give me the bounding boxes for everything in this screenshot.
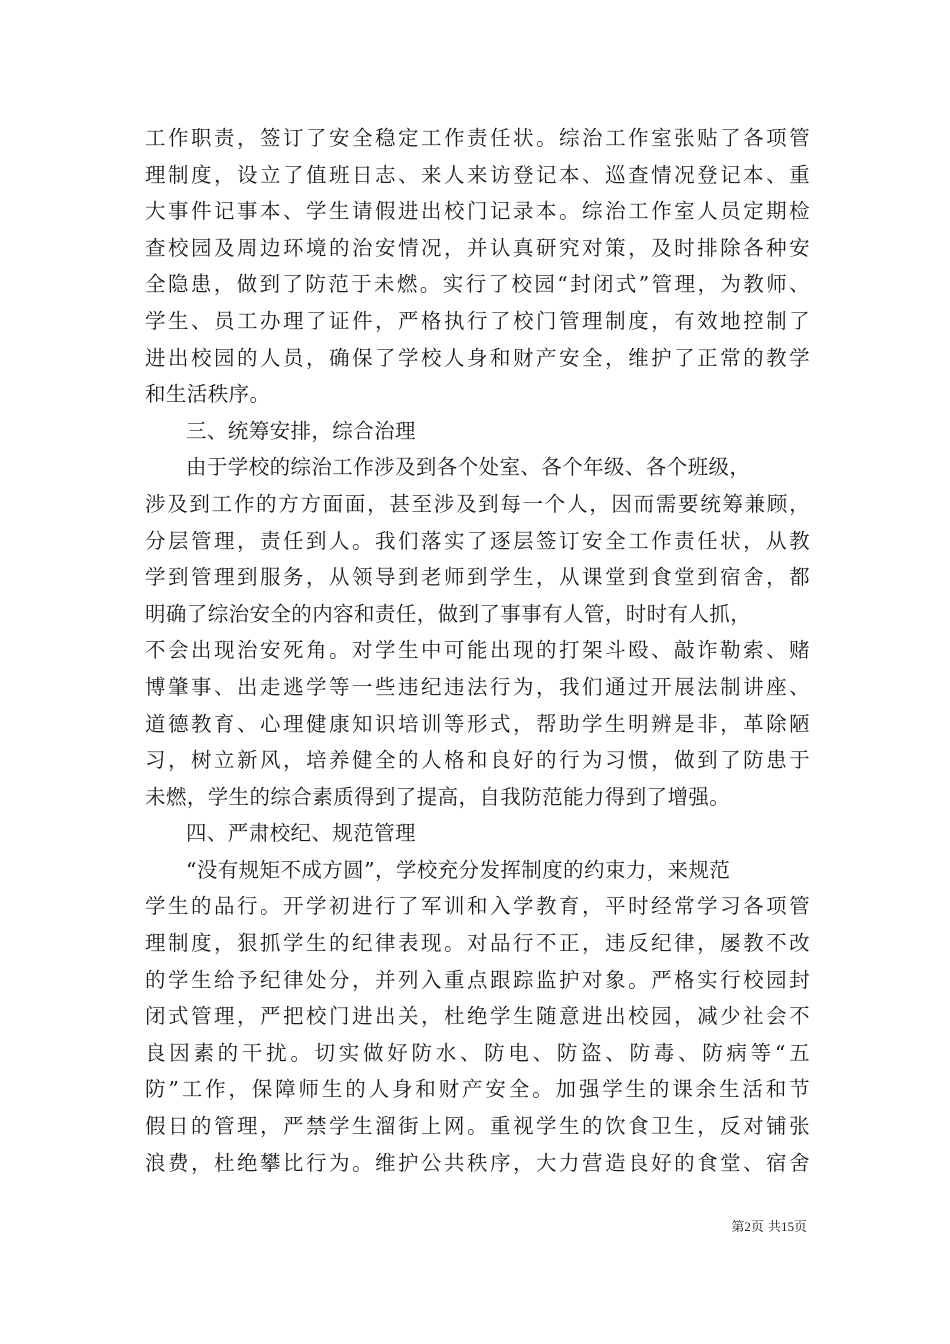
text-line: 和生活秩序。: [145, 382, 271, 407]
text-line: 未燃，学生的综合素质得到了提高，自我防范能力得到了增强。: [145, 784, 731, 809]
text-line: 道德教育、心理健康知识培训等形式，帮助学生明辨是非，革除陋: [145, 711, 810, 736]
section-heading: 四、严肃校纪、规范管理: [186, 821, 416, 846]
text-line: 全隐患，做到了防范于未燃。实行了校园“封闭式”管理，为教师、: [145, 272, 810, 297]
section-heading: 三、统筹安排，综合治理: [186, 418, 416, 443]
total-pages-number: 15: [780, 1219, 794, 1234]
text-line: 不会出现治安死角。对学生中可能出现的打架斗殴、敲诈勒索、赌: [145, 638, 810, 663]
text-line: 明确了综治安全的内容和责任，做到了事事有人管，时时有人抓，: [145, 601, 752, 626]
footer-suffix: 页: [793, 1220, 807, 1235]
text-line: 浪费，杜绝攀比行为。维护公共秩序，大力营造良好的食堂、宿舍: [145, 1150, 810, 1175]
text-line: 学到管理到服务，从领导到老师到学生，从课堂到食堂到宿舍，都: [145, 565, 810, 590]
text-line: 习，树立新风，培养健全的人格和良好的行为习惯，做到了防患于: [145, 748, 810, 773]
paragraph-first-line: “没有规矩不成方圆”，学校充分发挥制度的约束力，来规范: [186, 857, 731, 882]
text-line: 博肇事、出走逃学等一些违纪违法行为，我们通过开展法制讲座、: [145, 674, 810, 699]
text-line: 涉及到工作的方方面面，甚至涉及到每一个人，因而需要统筹兼顾，: [145, 491, 810, 516]
footer-middle: 页 共: [750, 1220, 781, 1235]
text-line: 理制度，狠抓学生的纪律表现。对品行不正，违反纪律，屡教不改: [145, 931, 810, 956]
text-line: 大事件记事本、学生请假进出校门记录本。综治工作室人员定期检: [145, 199, 810, 224]
footer-prefix: 第: [731, 1220, 745, 1235]
text-line: 查校园及周边环境的治安情况，并认真研究对策，及时排除各种安: [145, 235, 810, 260]
text-line: 工作职责，签订了安全稳定工作责任状。综治工作室张贴了各项管: [145, 126, 810, 150]
text-line: 的学生给予纪律处分，并列入重点跟踪监护对象。严格实行校园封: [145, 967, 810, 992]
text-line: 闭式管理，严把校门进出关，杜绝学生随意进出校园，减少社会不: [145, 1004, 810, 1029]
text-line: 假日的管理，严禁学生溜街上网。重视学生的饮食卫生，反对铺张: [145, 1114, 810, 1139]
text-line: 分层管理，责任到人。我们落实了逐层签订安全工作责任状，从教: [145, 528, 810, 553]
text-line: 良因素的干扰。切实做好防水、防电、防盗、防毒、防病等“五: [145, 1040, 810, 1065]
text-line: 学生的品行。开学初进行了军训和入学教育，平时经常学习各项管: [145, 894, 810, 919]
text-line: 学生、员工办理了证件，严格执行了校门管理制度，有效地控制了: [145, 308, 810, 333]
current-page-number: 2: [744, 1219, 751, 1234]
text-line: 防”工作，保障师生的人身和财产安全。加强学生的课余生活和节: [145, 1077, 810, 1102]
page-number-footer: [0, 1218, 807, 1237]
text-line: 进出校园的人员，确保了学校人身和财产安全，维护了正常的教学: [145, 345, 810, 370]
text-line: 理制度，设立了值班日志、来人来访登记本、巡查情况登记本、重: [145, 162, 810, 187]
body-text: [145, 120, 810, 1181]
paragraph-first-line: 由于学校的综治工作涉及到各个处室、各个年级、各个班级，: [186, 455, 751, 480]
